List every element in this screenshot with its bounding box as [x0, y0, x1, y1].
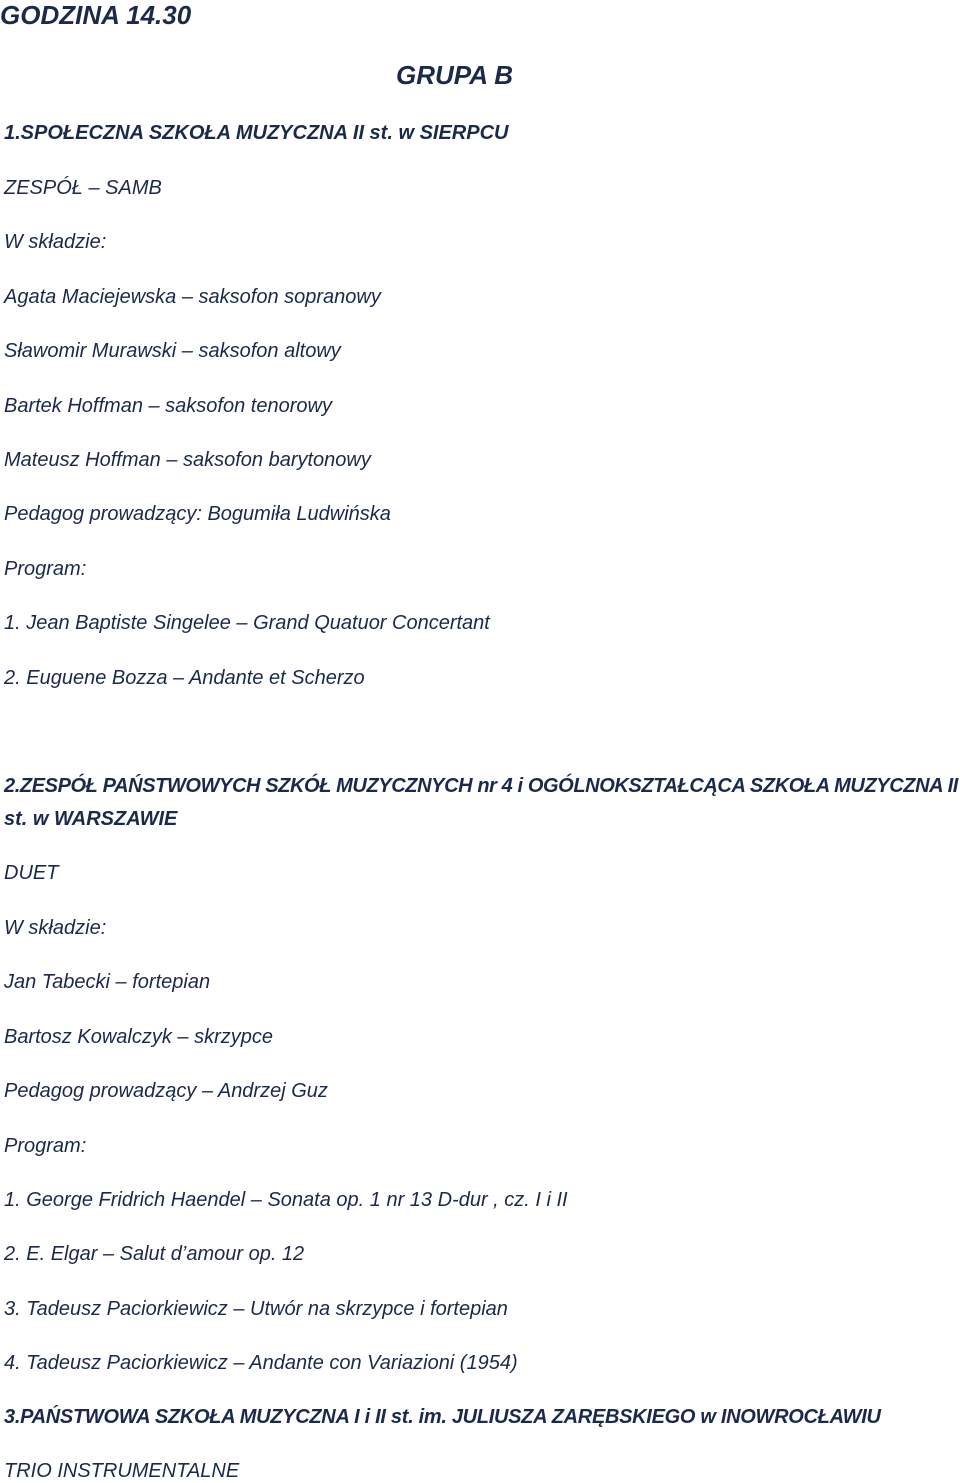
- section-1-member: Agata Maciejewska – saksofon sopranowy: [4, 286, 381, 308]
- section-2-school-line1: 2.ZESPÓŁ PAŃSTWOWYCH SZKÓŁ MUZYCZNYCH nr 4 i OGÓLNOKSZTAŁCĄCA SZKOŁA MUZYCZNA II: [4, 775, 958, 797]
- group-heading: GRUPA B: [396, 60, 513, 90]
- section-3-ensemble: TRIO INSTRUMENTALNE: [4, 1460, 240, 1482]
- section-3-school: 3.PAŃSTWOWA SZKOŁA MUZYCZNA I i II st. im. JULIUSZA ZARĘBSKIEGO w INOWROCŁAWIU: [4, 1406, 881, 1428]
- section-2-program-label: Program:: [4, 1135, 87, 1157]
- section-1-program-item: 2. Euguene Bozza – Andante et Scherzo: [4, 667, 365, 689]
- section-2-teacher: Pedagog prowadzący – Andrzej Guz: [4, 1080, 328, 1102]
- section-1-member: Mateusz Hoffman – saksofon barytonowy: [4, 449, 371, 471]
- section-1-school: 1.SPOŁECZNA SZKOŁA MUZYCZNA II st. w SIERPCU: [4, 122, 509, 144]
- section-1-member: Bartek Hoffman – saksofon tenorowy: [4, 395, 332, 417]
- section-2-program-item: 4. Tadeusz Paciorkiewicz – Andante con Variazioni (1954): [4, 1352, 518, 1374]
- section-2-program-item: 3. Tadeusz Paciorkiewicz – Utwór na skrzypce i fortepian: [4, 1298, 508, 1320]
- section-1-teacher: Pedagog prowadzący: Bogumiła Ludwińska: [4, 503, 391, 525]
- section-2-program-item: 2. E. Elgar – Salut d’amour op. 12: [4, 1243, 305, 1265]
- section-2-ensemble: DUET: [4, 862, 59, 884]
- section-1-program-item: 1. Jean Baptiste Singelee – Grand Quatuor Concertant: [4, 612, 490, 634]
- section-2-school-line2: st. w WARSZAWIE: [4, 808, 178, 830]
- section-2-members-label: W składzie:: [4, 917, 107, 939]
- time-heading: GODZINA 14.30: [0, 0, 192, 30]
- section-2-member: Bartosz Kowalczyk – skrzypce: [4, 1026, 273, 1048]
- section-1-ensemble: ZESPÓŁ – SAMB: [4, 177, 162, 199]
- section-1-program-label: Program:: [4, 558, 87, 580]
- section-2-program-item: 1. George Fridrich Haendel – Sonata op. 1 nr 13 D-dur , cz. I i II: [4, 1189, 568, 1211]
- section-1-member: Sławomir Murawski – saksofon altowy: [4, 340, 341, 362]
- section-2-member: Jan Tabecki – fortepian: [4, 971, 211, 993]
- section-1-members-label: W składzie:: [4, 231, 107, 253]
